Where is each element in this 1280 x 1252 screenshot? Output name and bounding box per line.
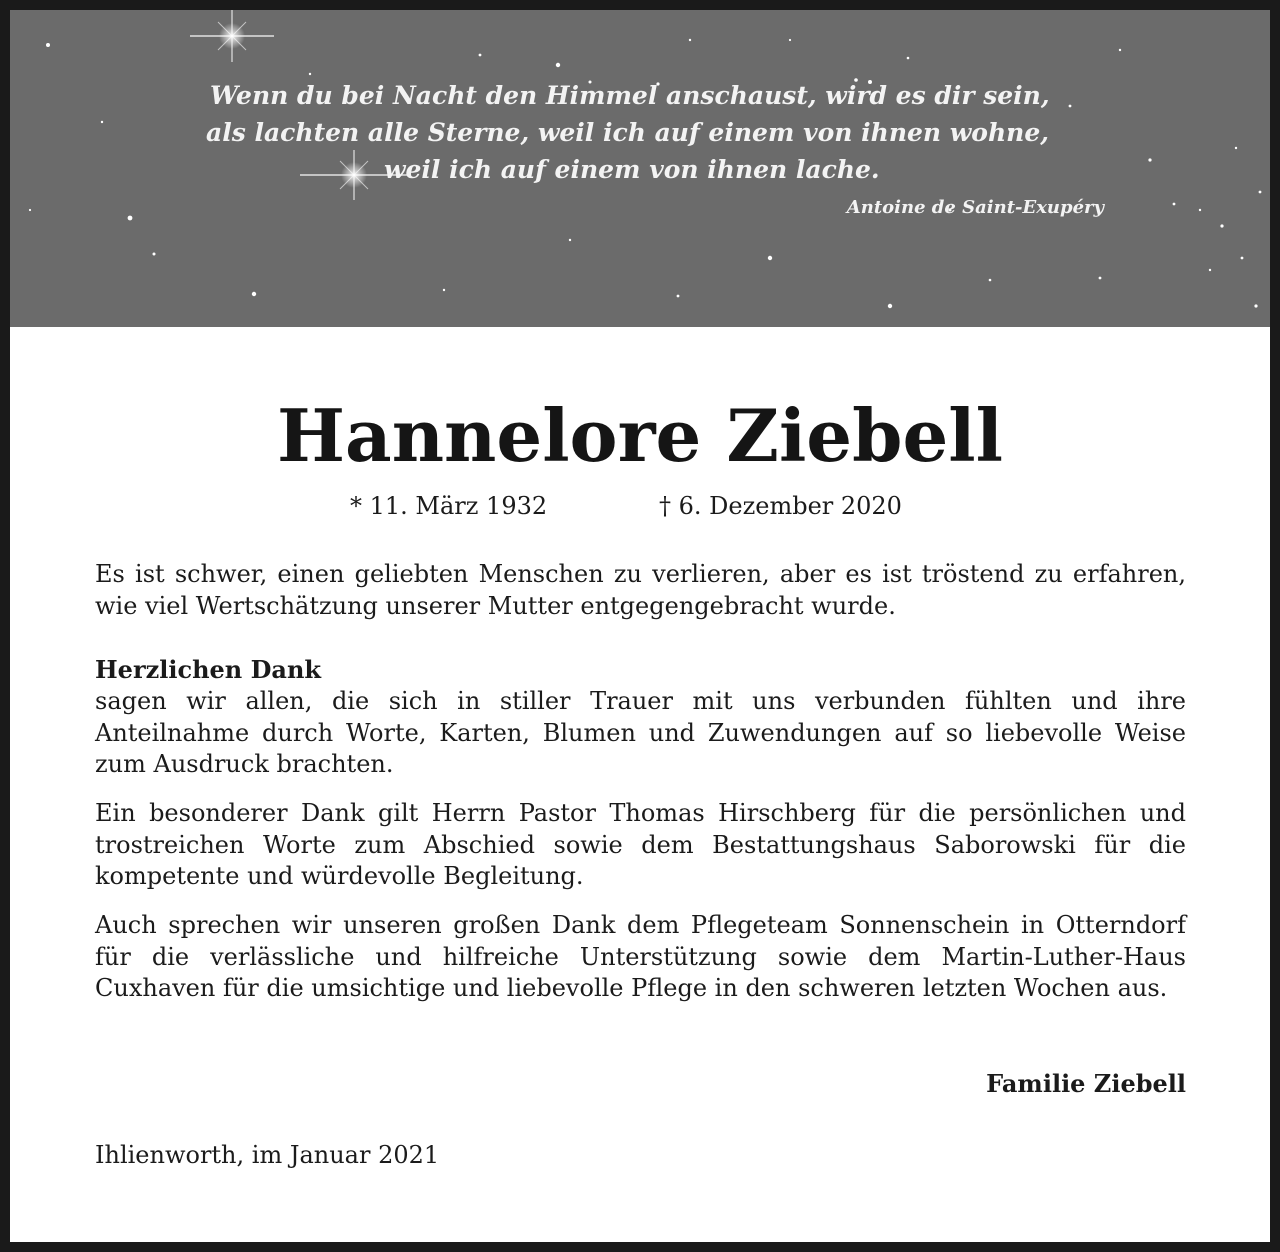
quote-author: Antoine de Saint-Exupéry — [846, 197, 1104, 218]
quote-line: Wenn du bei Nacht den Himmel anschaust, wird es dir sein, — [210, 81, 1050, 110]
thanks-paragraph: Ein besonderer Dank gilt Herrn Pastor Thomas Hirschberg für die persönlichen und trostreichen Worte zum Abschied sowie dem Bestattungshaus Saborowski für die kompetente und würdevolle Begleitung. — [95, 799, 1186, 890]
death-date: † 6. Dezember 2020 — [659, 492, 902, 520]
thanks-heading: Herzlichen Dank — [95, 655, 322, 684]
place-and-date: Ihlienworth, im Januar 2021 — [95, 1141, 440, 1169]
quote-line: als lachten alle Sterne, weil ich auf einem von ihnen wohne, — [206, 118, 1049, 147]
birth-date: * 11. März 1932 — [350, 492, 548, 520]
signature: Familie Ziebell — [986, 1069, 1186, 1098]
thanks-paragraph: sagen wir allen, die sich in stiller Trauer mit uns verbunden fühlten und ihre Anteilnahme durch Worte, Karten, Blumen und Zuwendungen auf so liebevolle Weise zum Ausdruck brachten. — [95, 687, 1186, 778]
starry-sky-banner — [10, 10, 1270, 327]
thanks-paragraph: Auch sprechen wir unseren großen Dank dem Pflegeteam Sonnenschein in Otterndorf für die verlässliche und hilfreiche Unterstützung sowie dem Martin-Luther-Haus Cuxhaven für die umsichtige und liebevolle Pflege in den schweren letzten Wochen aus. — [95, 911, 1186, 1002]
intro-paragraph: Es ist schwer, einen geliebten Menschen zu verlieren, aber es ist tröstend zu erfahren, wie viel Wertschätzung unserer Mutter entgegengebracht wurde. — [95, 560, 1186, 620]
deceased-name: Hannelore Ziebell — [277, 393, 1003, 478]
quote-line: weil ich auf einem von ihnen lache. — [384, 155, 880, 184]
star-burst-icon — [190, 10, 274, 62]
